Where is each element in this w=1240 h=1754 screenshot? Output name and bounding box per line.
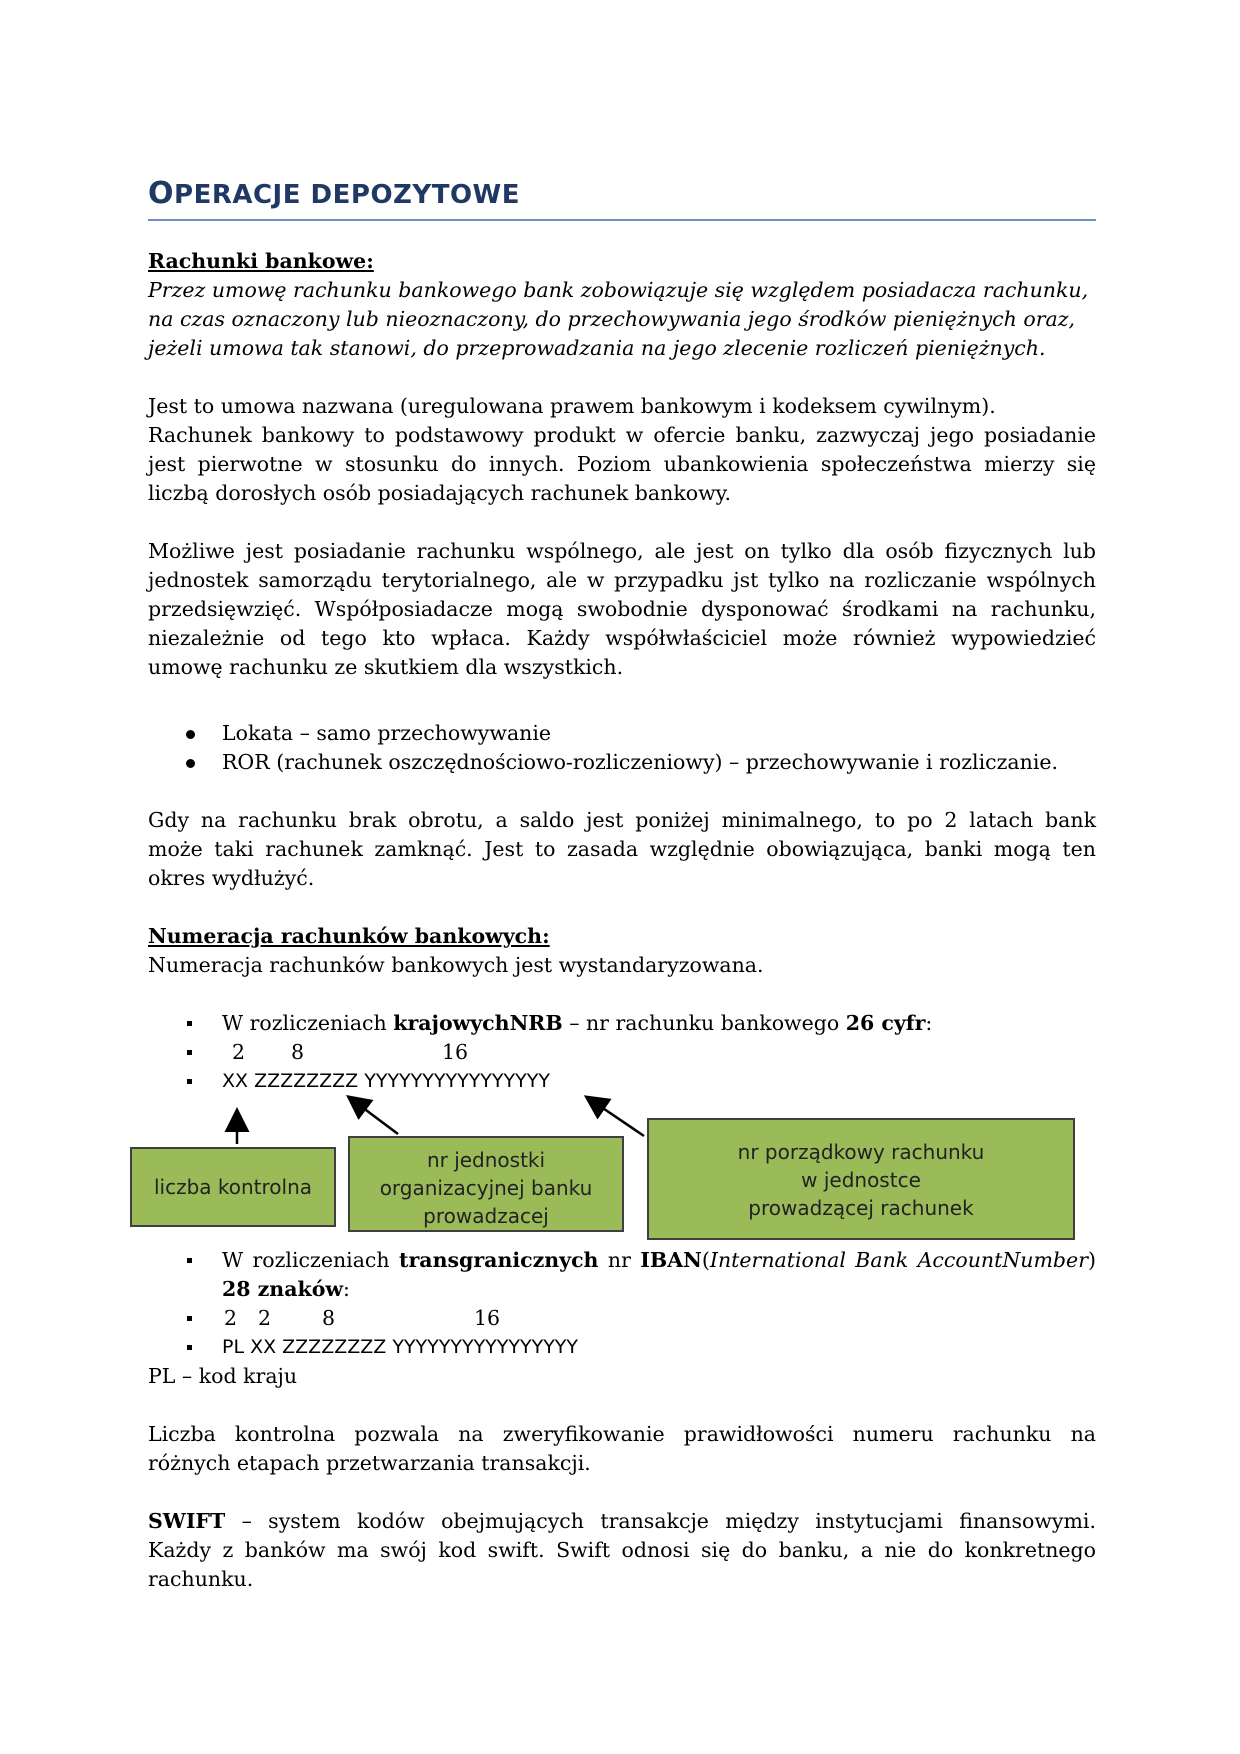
pl-note: PL – kod kraju [148,1364,298,1388]
paragraph-line: jednostek samorządu terytorialnego, ale w przypadku jst tylko na rozliczanie wspólnych [148,568,1096,592]
arrow-unit [350,1098,398,1134]
paragraph-line: Gdy na rachunku brak obrotu, a saldo jest poniżej minimalnego, to po 2 latach bank [148,808,1096,832]
bullet-icon [187,1345,192,1350]
bullet-icon [187,1258,192,1263]
paragraph-line: Rachunek bankowy to podstawowy produkt w ofercie banku, zazwyczaj jego posiadanie [148,423,1096,447]
paragraph-line: jest pierwotne w stosunku do innych. Poziom ubankowienia społeczeństwa mierzy się [148,452,1096,476]
label-box-serial: nr porządkowy rachunku w jednostce prowadzącej rachunek [647,1118,1075,1240]
paragraph-line: SWIFT – system kodów obejmujących transakcje między instytucjami finansowymi. [148,1509,1096,1533]
paragraph [148,1420,1096,1478]
definition-line: jeżeli umowa tak stanowi, do przeprowadzania na jego zlecenie rozliczeń pieniężnych. [148,336,1046,360]
paragraph-line: umowę rachunku ze skutkiem dla wszystkich. [148,655,624,679]
paragraph-line: przedsięwzięć. Współposiadacze mogą swobodnie dysponować środkami na rachunku, [148,597,1096,621]
paragraph-line: Liczba kontrolna pozwala na zweryfikowanie prawidłowości numeru rachunku na [148,1422,1096,1446]
arrow-serial [588,1098,644,1136]
paragraph-line: okres wydłużyć. [148,866,315,890]
bullet-icon [187,1316,192,1321]
paragraph-line: Jest to umowa nazwana (uregulowana prawem bankowym i kodeksem cywilnym). [148,394,996,418]
paragraph-line: Każdy z banków ma swój kod swift. Swift odnosi się do banku, a nie do konkretnego [148,1538,1096,1562]
paragraph-line: Możliwe jest posiadanie rachunku wspólnego, ale jest on tylko dla osób fizycznych lub [148,539,1096,563]
paragraph-line: różnych etapach przetwarzania transakcji. [148,1451,591,1475]
paragraph-line: niezależnie od tego kto wpłaca. Każdy współwłaściciel może również wypowiedzieć [148,626,1096,650]
label-box-control: liczba kontrolna [130,1147,336,1227]
paragraph-line: Numeracja rachunków bankowych jest wystandaryzowana. [148,953,764,977]
document-page: OPERACJE DEPOZYTOWE Rachunki bankowe: Przez umowę rachunku bankowego bank zobowiązuje się względem posiadacza rachunku, na czas oznaczony lub nieoznaczony, do przechowywania jego środków pieniężnych oraz, jeżeli umowa tak stanowi, do przeprowadzania na jego zlecenie rozliczeń pieniężnych. Jest to umowa nazwana (uregulowana prawem bankowym i kodeksem cywilnym). Rachunek bankowy to podstawowy produkt w ofercie banku, zazwyczaj jego posiadanie jest pierwotne w stosunku do innych. Poziom ubankowienia społeczeństwa mierzy się liczbą dorosłych osób posiadających rachunek bankowy. Możliwe jest posiadanie rachunku wspólnego, ale jest on tylko dla osób fizycznych lub jednostek samorządu terytorialnego, ale w przypadku jst tylko na rozliczanie wspólnych przedsięwzięć. Współposiadacze mogą swobodnie dysponować środkami na rachunku, niezależnie od tego kto wpłaca. Każdy współwłaściciel może również wypowiedzieć umowę rachunku ze skutkiem dla wszystkich. Lokata – samo przechowywanie ROR (rachunek oszczędnościowo-rozliczeniowy) – przechowywanie i rozliczanie. Gdy na rachunku brak obrotu, a saldo jest poniżej minimalnego, to po 2 latach bank może taki rachunek zamknąć. Jest to zasada względnie obowiązująca, banki mogą ten okres wydłużyć. Numeracja rachunków bankowych: Numeracja rachunków bankowych jest wystandaryzowana. W rozliczeniach krajowychNRB – nr rachunku bankowego 26 cyfr: 2 8 16 XX ZZZZZZZZ YYYYYYYYYYYYYYYY liczba kontrolna nr jednostki organizacyjnej banku prowadzacej nr porządkowy rachunku w jednostce prowadzącej rachunek W rozliczeniach transgranicznych nr IBAN(International Bank AccountNumber) 28 znaków: 2 2 8 16 PL XX ZZZZZZZZ YYYYYYYYYYYYYYYY PL – kod kraju Liczba kontrolna pozwala na zweryfikowanie prawidłowości numeru rachunku na różnych etapach przetwarzania transakcji. SWIFT – system kodów obejmujących transakcje między instytucjami finansowymi. Każdy z banków ma swój kod swift. Swift odnosi się do banku, a nie do konkretnego rachunku. [0,0,1240,1754]
paragraph-line: może taki rachunek zamknąć. Jest to zasada względnie obowiązująca, banki mogą ten [148,837,1096,861]
definition-line: Przez umowę rachunku bankowego bank zobowiązuje się względem posiadacza rachunku, [148,278,1089,302]
page-title: OPERACJE DEPOZYTOWE [148,176,520,211]
paragraph-line: liczbą dorosłych osób posiadających rachunek bankowy. [148,481,732,505]
label-box-unit: nr jednostki organizacyjnej banku prowadzacej [348,1136,624,1232]
definition-line: na czas oznaczony lub nieoznaczony, do przechowywania jego środków pieniężnych oraz, [148,307,1076,331]
paragraph-line: rachunku. [148,1567,254,1591]
section-heading: Numeracja rachunków bankowych: [148,924,550,948]
section-heading: Rachunki bankowe: [148,249,374,273]
paragraph-swift [148,1507,1096,1594]
